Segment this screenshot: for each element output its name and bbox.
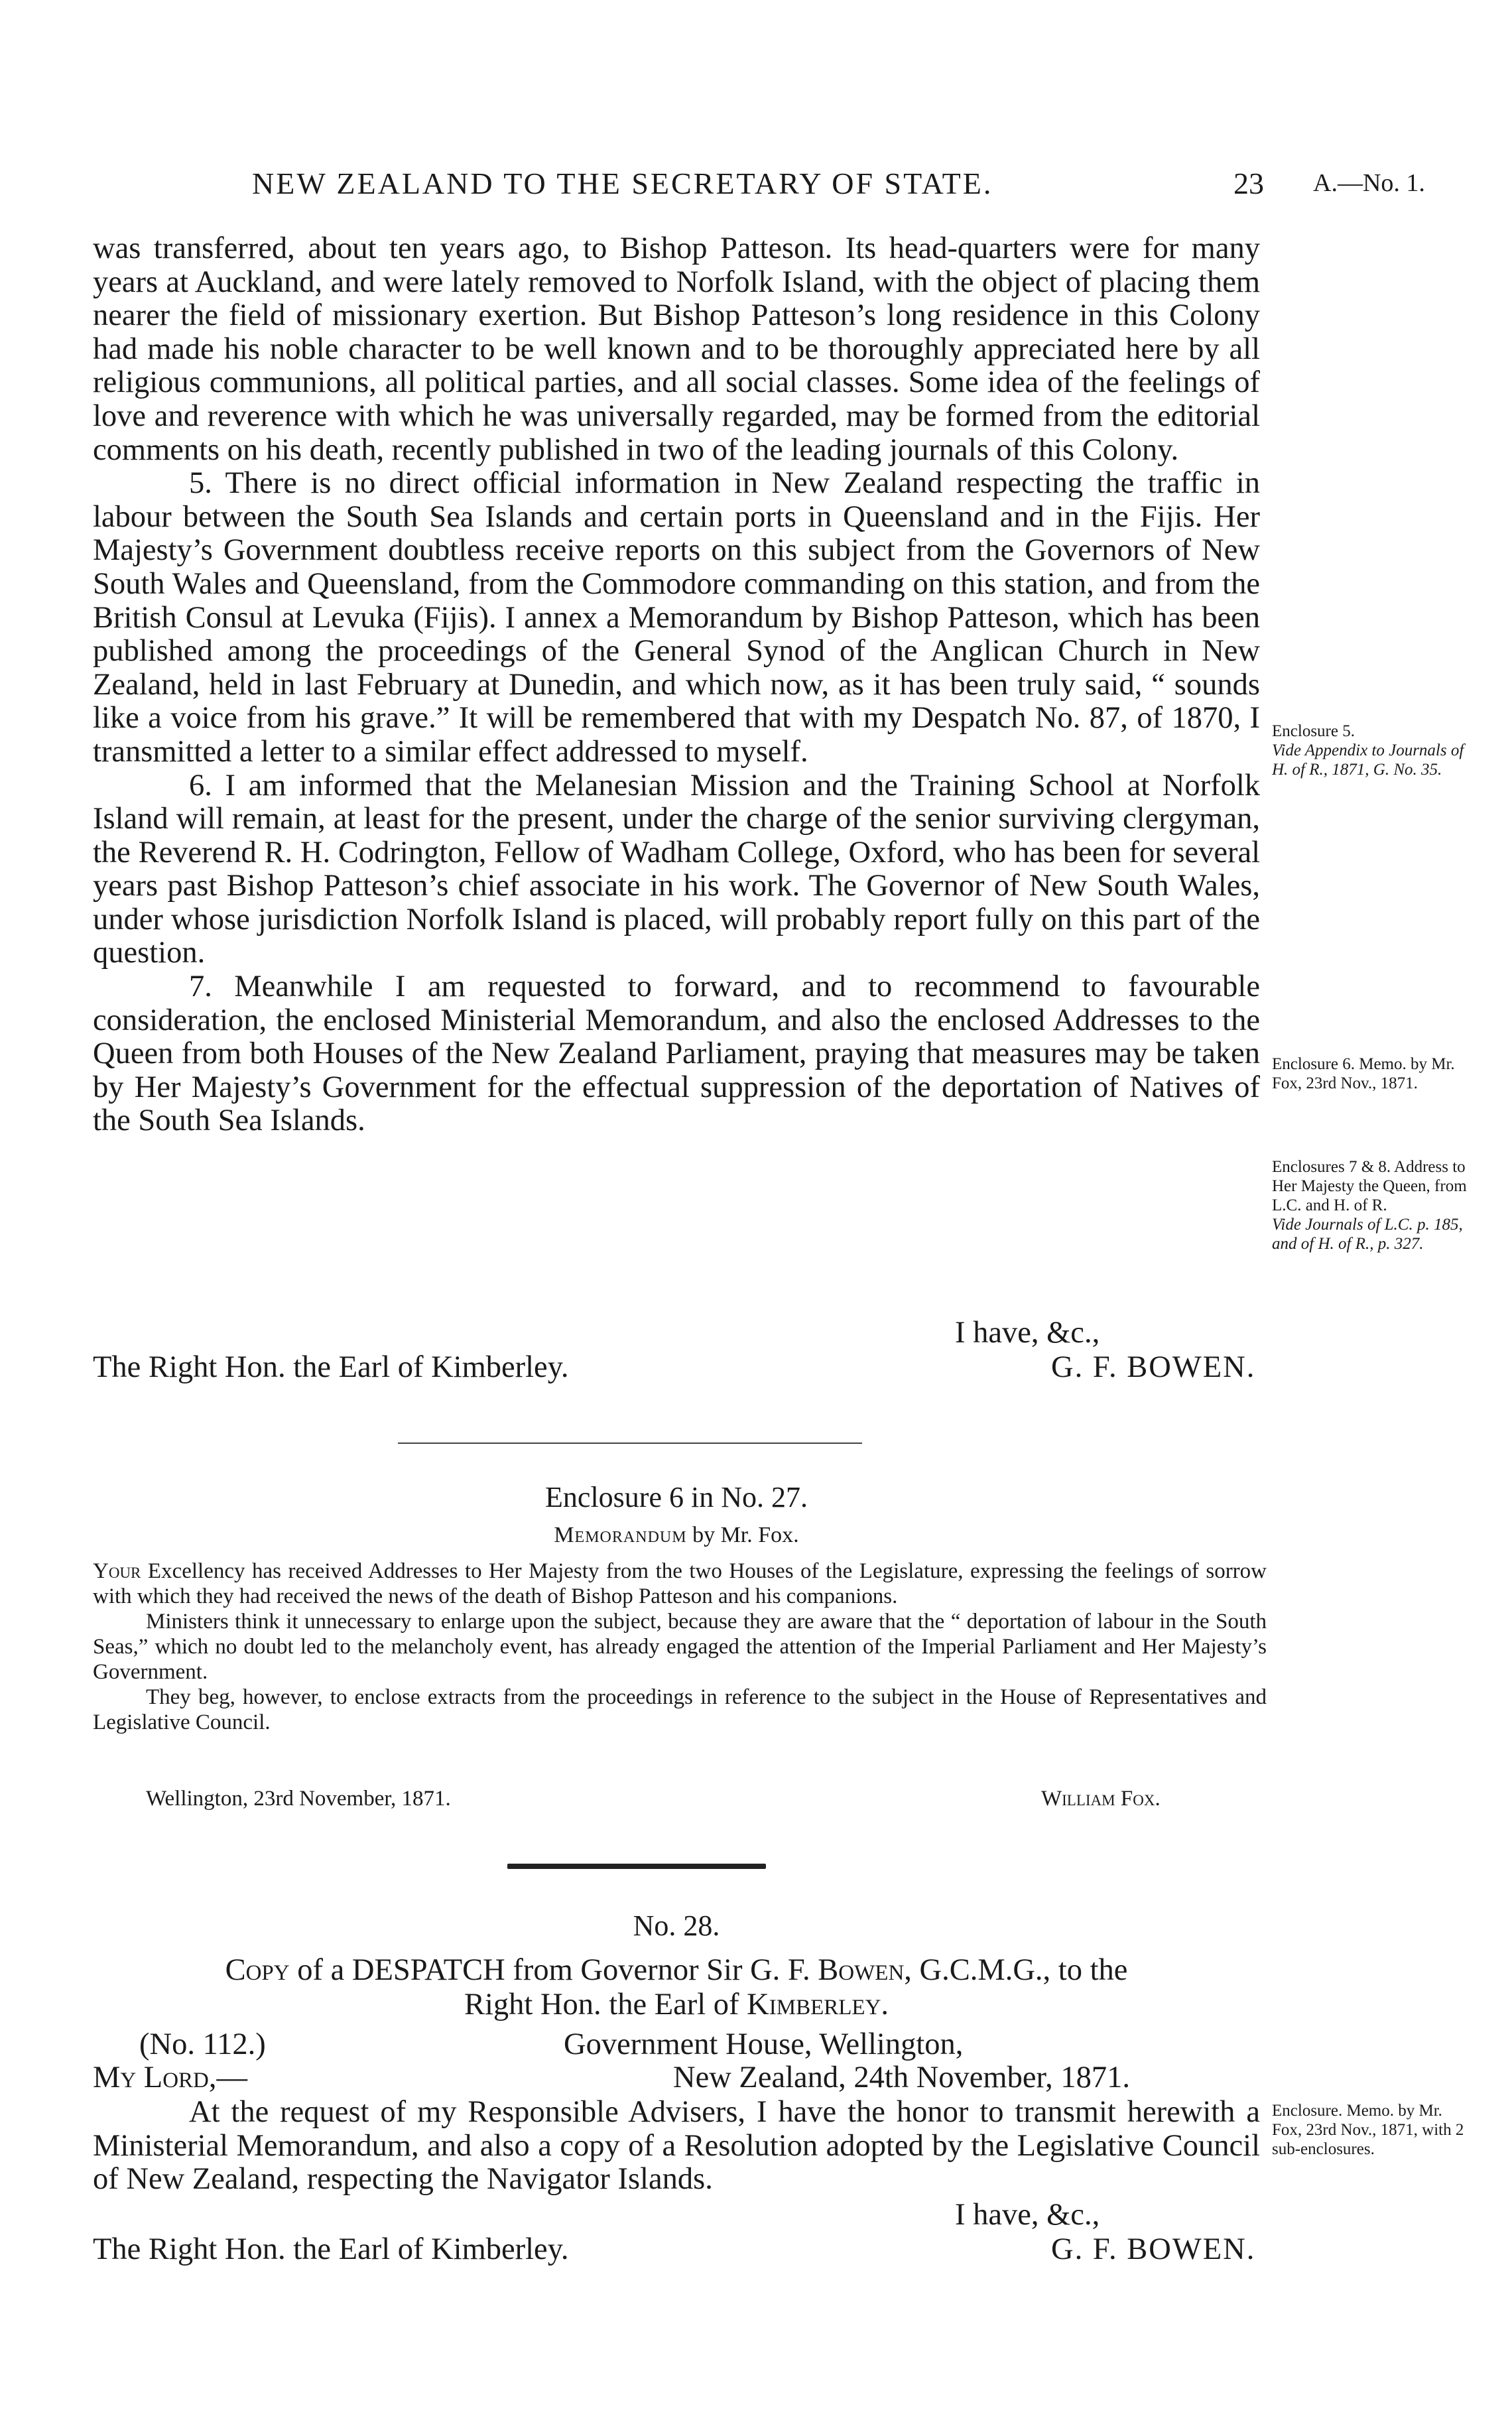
memo-signature: William Fox. [1041, 1787, 1161, 1811]
despatch-divider [507, 1864, 766, 1869]
memo-paragraph-1: Your Excellency has received Addresses to Her Majesty from the two Houses of the Legislature, expressing the feelings of sorrow with which they had received the news of the death of Bishop Patteson and his companions. [93, 1559, 1267, 1608]
paragraph-7: 7. Meanwhile I am requested to forward, and to recommend to favourable consideration, the enclosed Ministerial Memorandum, and also the enclosed Addresses to the Queen from both Houses of the New Zealand Parliament, praying that measures may be taken by Her Majesty’s Government for the effectual suppression of the deportation of Natives of the South Sea Islands. [93, 970, 1260, 1138]
despatch-place: Government House, Wellington, [564, 2027, 964, 2061]
despatch-title: Copy of a DESPATCH from Governor Sir G. F. Bowen, G.C.M.G., to the Right Hon. the Earl of Kimberley. [225, 1953, 1128, 2021]
section-divider [398, 1442, 862, 1444]
memorandum-subheading: Memorandum by Mr. Fox. [554, 1523, 799, 1547]
despatch-heading-block [93, 2028, 1260, 2101]
margin-note-enclosure: Enclosure. Memo. by Mr. Fox, 23rd Nov., 1871, with 2 sub-enclosures. [1272, 2102, 1464, 2158]
despatch-paragraph: At the request of my Responsible Advisers, I have the honor to transmit herewith a Ministerial Memorandum, and also a copy of a Resolution adopted by the Legislative Council of New Zealand, respecting the Navigator Islands. [93, 2095, 1260, 2197]
despatch-closing-phrase: I have, &c., [955, 2198, 1100, 2232]
margin-note-enclosures-7-8: Enclosures 7 & 8. Address to Her Majesty the Queen, from L.C. and H. of R. Vide Journals of L.C. p. 185, and of H. of R., p. 327. [1272, 1158, 1467, 1253]
margin-note-enclosure-5: Enclosure 5. Vide Appendix to Journals of H. of R., 1871, G. No. 35. [1272, 722, 1464, 779]
despatch-ref-number: (No. 112.) [139, 2027, 266, 2061]
letter-closing [93, 1316, 1260, 1389]
closing-phrase: I have, &c., [955, 1316, 1100, 1350]
running-title: NEW ZEALAND TO THE SECRETARY OF STATE. [252, 166, 993, 200]
memo-paragraph-3: They beg, however, to enclose extracts from the proceedings in reference to the subject in the House of Representatives and Legislative Council. [93, 1685, 1267, 1734]
memo-date: Wellington, 23rd November, 1871. [146, 1787, 451, 1811]
enclosure-heading: Enclosure 6 in No. 27. [545, 1481, 808, 1513]
signature: G. F. BOWEN. [1051, 1350, 1256, 1384]
letter-body [93, 232, 1260, 1138]
despatch-closing [93, 2199, 1260, 2272]
addressee: The Right Hon. the Earl of Kimberley. [93, 1350, 569, 1384]
despatch-body [93, 2096, 1260, 2197]
despatch-signature: G. F. BOWEN. [1051, 2232, 1256, 2266]
document-reference: A.—No. 1. [1313, 169, 1425, 197]
paragraph-continued: was transferred, about ten years ago, to Bishop Patteson. Its head-quarters were for many years at Auckland, and were lately removed to Norfolk Island, with the object of placing them nearer the field of missionary exertion. But Bishop Patteson’s long residence in this Colony had made his noble character to be well known and to be thoroughly appreciated here by all religious communions, all political parties, and all social classes. Some idea of the feelings of love and reverence with which he was universally regarded, may be formed from the editorial comments on his death, recently published in two of the leading journals of this Colony. [93, 231, 1260, 467]
margin-note-enclosure-6: Enclosure 6. Memo. by Mr. Fox, 23rd Nov., 1871. [1272, 1055, 1455, 1092]
memo-paragraph-2: Ministers think it unnecessary to enlarge upon the subject, because they are aware that the “ deportation of labour in the South Seas,” which no doubt led to the melancholy event, has already engaged the attention of the Imperial Parliament and Her Majesty’s Government. [93, 1610, 1267, 1684]
despatch-addressee: The Right Hon. the Earl of Kimberley. [93, 2232, 569, 2266]
despatch-number: No. 28. [633, 1909, 720, 1942]
salutation: My Lord,— [93, 2061, 248, 2094]
page-header [93, 166, 1485, 206]
paragraph-6: 6. I am informed that the Melanesian Mission and the Training School at Norfolk Island will remain, at least for the present, under the charge of the senior surviving clergyman, the Reverend R. H. Codrington, Fellow of Wadham College, Oxford, who has been for several years past Bishop Patteson’s chief associate in his work. The Governor of New South Wales, under whose jurisdiction Norfolk Island is placed, will probably report fully on this part of the question. [93, 768, 1260, 970]
paragraph-5: 5. There is no direct official information in New Zealand respecting the traffic in labour between the South Sea Islands and certain ports in Queensland and in the Fijis. Her Majesty’s Government doubtless receive reports on this subject from the Governors of New South Wales and Queensland, from the Commodore commanding on this station, and from the British Consul at Levuka (Fijis). I annex a Memorandum by Bishop Patteson, which has been published among the proceedings of the General Synod of the Anglican Church in New Zealand, held in last February at Dunedin, and which now, as it has been truly said, “ sounds like a voice from his grave.” It will be remembered that with my Despatch No. 87, of 1870, I transmitted a letter to a similar effect addressed to myself. [93, 466, 1260, 769]
despatch-date: New Zealand, 24th November, 1871. [673, 2061, 1130, 2094]
page-number: 23 [1233, 166, 1264, 200]
memorandum-body [93, 1559, 1267, 1735]
memo-footer [93, 1787, 1267, 1813]
